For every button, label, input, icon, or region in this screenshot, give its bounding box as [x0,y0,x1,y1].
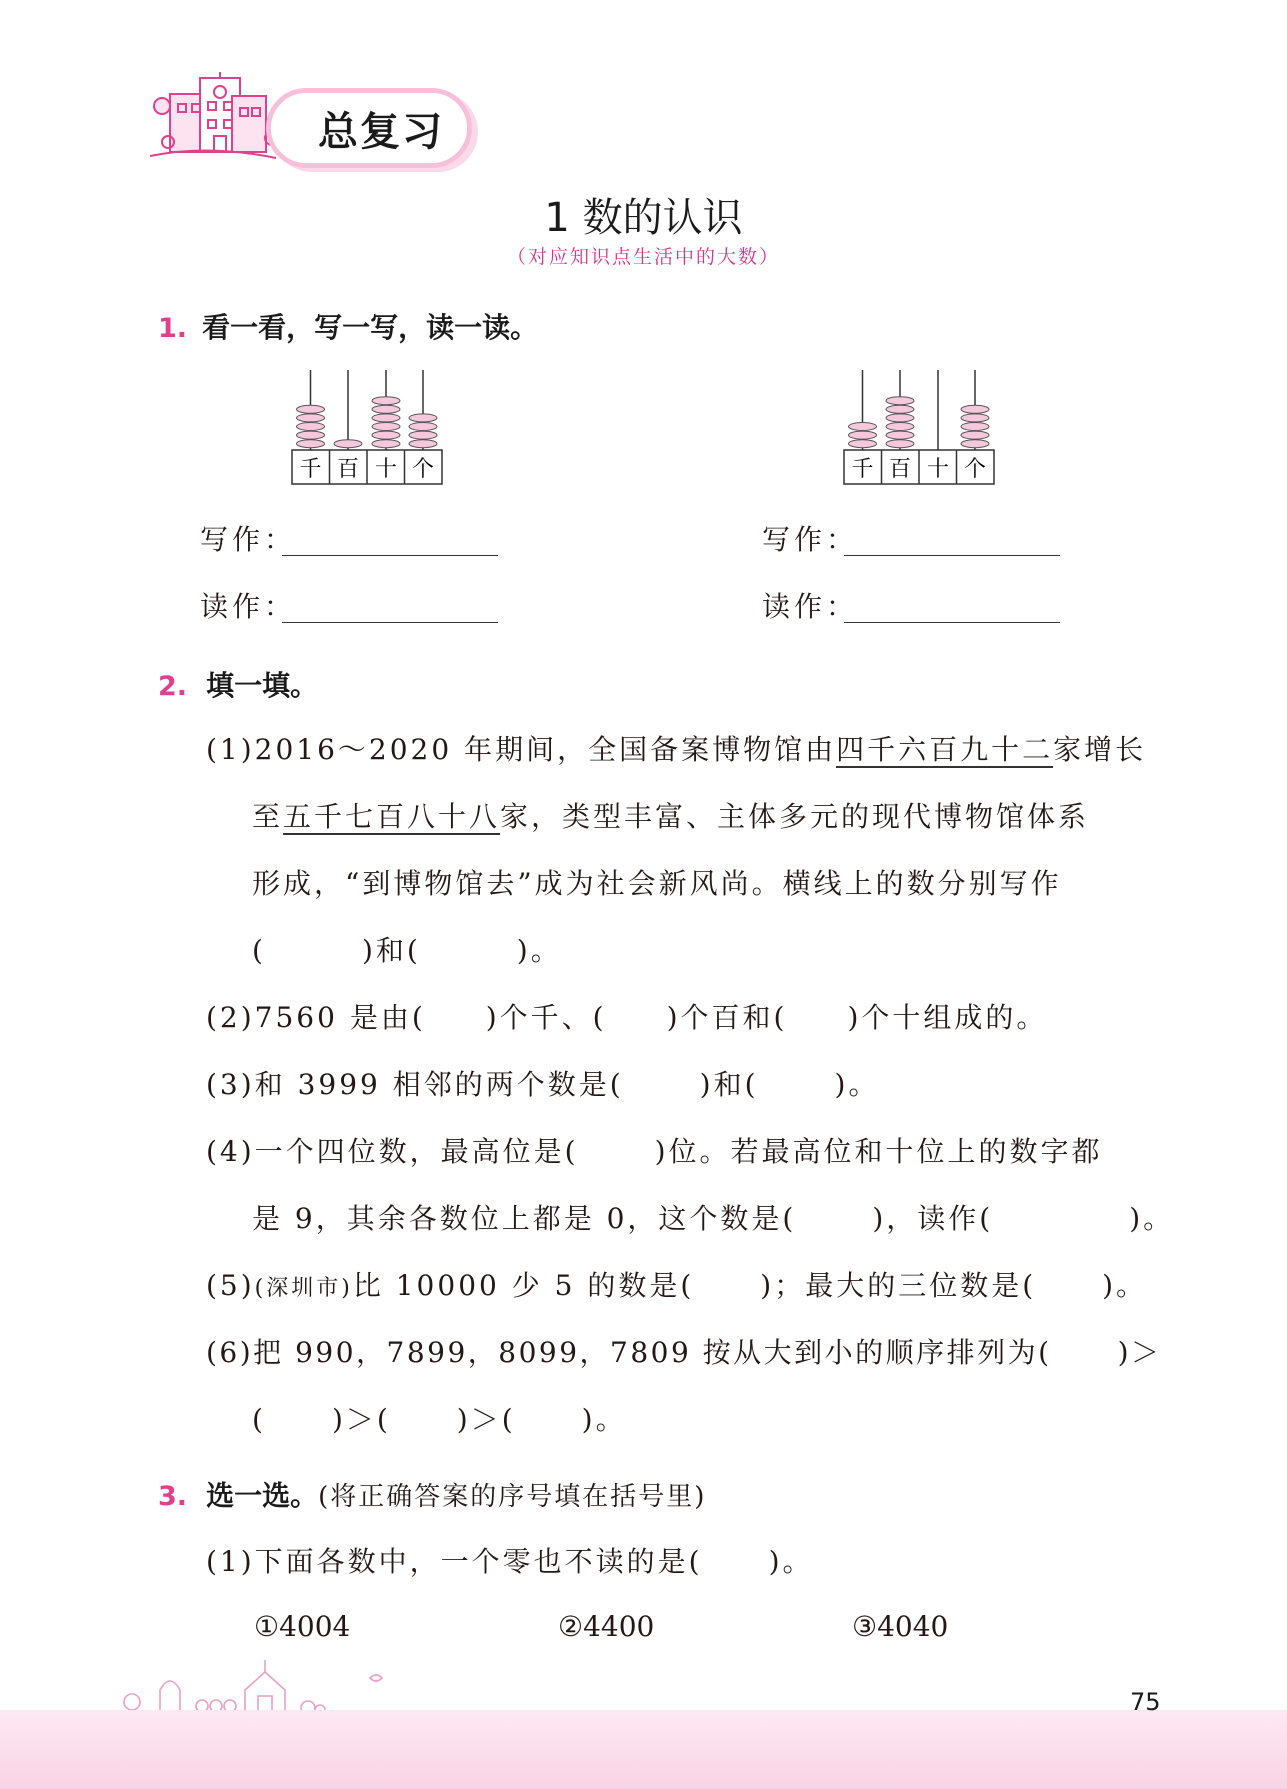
q2-p1-line3: 形成，“到博物馆去”成为社会新风尚。横线上的数分别写作 [252,867,1062,900]
q2-p5-text-a: (5) [206,1269,255,1302]
q2-p5-text-d: )。 [1102,1269,1148,1302]
q1-heading [158,306,538,346]
abacus-left-bead [372,440,400,448]
q2-p3-text-b: )和( [699,1068,759,1101]
q2-p6-text-b: )＞ [1117,1336,1162,1369]
q2-p6-text-f: )。 [581,1403,627,1436]
q3-p1-text-a: (1)下面各数中，一个零也不读的是( [206,1545,703,1578]
q2-p3 [206,1063,879,1103]
abacus-left-bead [409,440,437,448]
q2-p5-region-note: (深圳市) [254,1276,353,1301]
q2-p6-text-c: ( [252,1403,266,1436]
write-answer-line-right[interactable] [844,555,1060,556]
q2-p1-text-b: 家增长 [1053,733,1147,766]
q3-instruction: (将正确答案的序号填在括号里) [318,1482,707,1512]
q2-p4-text-c: 是 9，其余各数位上都是 0，这个数是( [252,1202,797,1235]
abacus-right-bead [886,440,914,448]
abacus-right-bead [961,405,989,413]
abacus-right-bead [886,423,914,431]
q2-p6-text-e: )＞( [456,1403,516,1436]
q3-number: 3. [158,1481,188,1512]
q2-p1-line2 [252,795,1089,835]
abacus-right-bead [886,431,914,439]
q2-title: 填一填。 [206,669,319,702]
abacus-right-bead [961,414,989,422]
q2-p2 [206,996,1047,1036]
abacus-right-place-labels [844,450,994,484]
q2-p4-text-b: )位。若最高位和十位上的数字都 [654,1135,1103,1168]
abacus-left-label-qian: 千 [299,457,322,482]
q2-p5-text-b: 比 10000 少 5 的数是( [352,1269,695,1302]
q2-p6-text-a: (6)把 990，7899，8099，7809 按从大到小的顺序排列为( [206,1336,1052,1369]
abacus-left-bead [409,431,437,439]
q2-p5-text-c: )；最大的三位数是( [760,1269,1037,1302]
abacus-right-bead [886,397,914,405]
q2-p1-text-a: (1)2016～2020 年期间，全国备案博物馆由 [206,733,837,766]
q2-number: 2. [158,671,188,702]
abacus-left-label-shi: 十 [374,457,398,482]
header-banner [148,66,478,174]
q2-p6-text-d: )＞( [331,1403,391,1436]
q2-p6-line2 [252,1398,627,1438]
abacus-left-place-labels [292,450,442,484]
read-label-right: 读作： [762,590,859,623]
abacus-right-bead [961,423,989,431]
q2-p1-close: )。 [516,934,562,967]
abacus-left-bead [372,397,400,405]
abacus-left-bead [409,414,437,422]
q3-p1-text-b: )。 [768,1545,814,1578]
q2-p4-line2 [252,1197,1174,1237]
footer-band [0,1710,1287,1789]
write-label-left: 写作： [200,523,297,556]
abacus-right-label-qian: 千 [851,457,874,482]
abacus-right-bead [886,414,914,422]
read-answer-line-right[interactable] [844,622,1060,623]
abacus-right-label-bai: 百 [888,457,912,482]
q1-title: 看一看，写一写，读一读。 [202,311,539,344]
q2-p1-line4 [252,929,562,969]
section-title: 1 数的认识 [544,195,743,241]
q2-p2-text-d: )个十组成的。 [847,1001,1048,1034]
write-answer-line-left[interactable] [282,555,498,556]
abacus-left-bead [372,414,400,422]
abacus-left-bead [297,405,325,413]
abacus-left-bead [409,423,437,431]
abacus-right-bead [849,431,877,439]
q2-p1-and: )和( [361,934,421,967]
q2-p1-line1 [206,728,1146,768]
q3-option-3[interactable]: ③4040 [852,1610,949,1643]
abacus-right-label-ge: 个 [963,457,987,482]
abacus-left-label-ge: 个 [411,457,435,482]
abacus-left-bead [372,431,400,439]
abacus-left-label-bai: 百 [336,457,360,482]
abacus-left-bead [372,405,400,413]
q1-number: 1. [158,313,188,344]
abacus-left-bead [372,423,400,431]
abacus-right-bead [961,440,989,448]
abacus-right [842,368,1002,488]
section-subtitle: （对应知识点生活中的大数） [506,246,780,268]
q2-p1-text-c: 至 [252,800,284,833]
read-answer-line-left[interactable] [282,622,498,623]
q2-p1-underlined-number-2: 五千七百八十八 [283,800,501,833]
q2-p1-paren-open: ( [252,934,266,967]
q3-title: 选一选。 [206,1479,319,1512]
q2-p4-line1 [206,1130,1103,1170]
abacus-right-bead [886,405,914,413]
abacus-right-bead [849,440,877,448]
abacus-right-bead [849,423,877,431]
q3-p1 [206,1540,814,1580]
q2-p6-line1 [206,1331,1162,1371]
abacus-left-bead [297,431,325,439]
abacus-left-bead [297,440,325,448]
q2-p3-text-c: )。 [834,1068,880,1101]
abacus-left-bead [297,414,325,422]
q2-p5 [206,1264,1147,1304]
abacus-right-label-shi: 十 [926,457,950,482]
q2-p2-text-b: )个千、( [485,1001,607,1034]
abacus-left-bead [334,440,362,448]
read-label-left: 读作： [200,590,297,623]
abacus-right-bead [961,431,989,439]
q2-p1-underlined-number-1: 四千六百九十二 [836,733,1054,766]
q2-p2-text-a: (2)7560 是由( [206,1001,426,1034]
q2-p4-text-a: (4)一个四位数，最高位是( [206,1135,579,1168]
abacus-left [290,368,450,488]
q2-p4-text-e: )。 [1129,1202,1175,1235]
banner-title: 总复习 [318,109,444,155]
write-label-right: 写作： [762,523,859,556]
q2-heading [158,664,318,704]
q2-p1-text-d: 家，类型丰富、主体多元的现代博物馆体系 [500,800,1090,833]
q2-p2-text-c: )个百和( [666,1001,788,1034]
q2-p3-text-a: (3)和 3999 相邻的两个数是( [206,1068,624,1101]
q2-p4-text-d: )，读作( [872,1202,994,1235]
q3-heading [158,1474,706,1514]
q3-option-1[interactable]: ①4004 [254,1610,351,1643]
q3-option-2[interactable]: ②4400 [558,1610,655,1643]
abacus-left-bead [297,423,325,431]
page-number: 75 [1130,1688,1161,1716]
